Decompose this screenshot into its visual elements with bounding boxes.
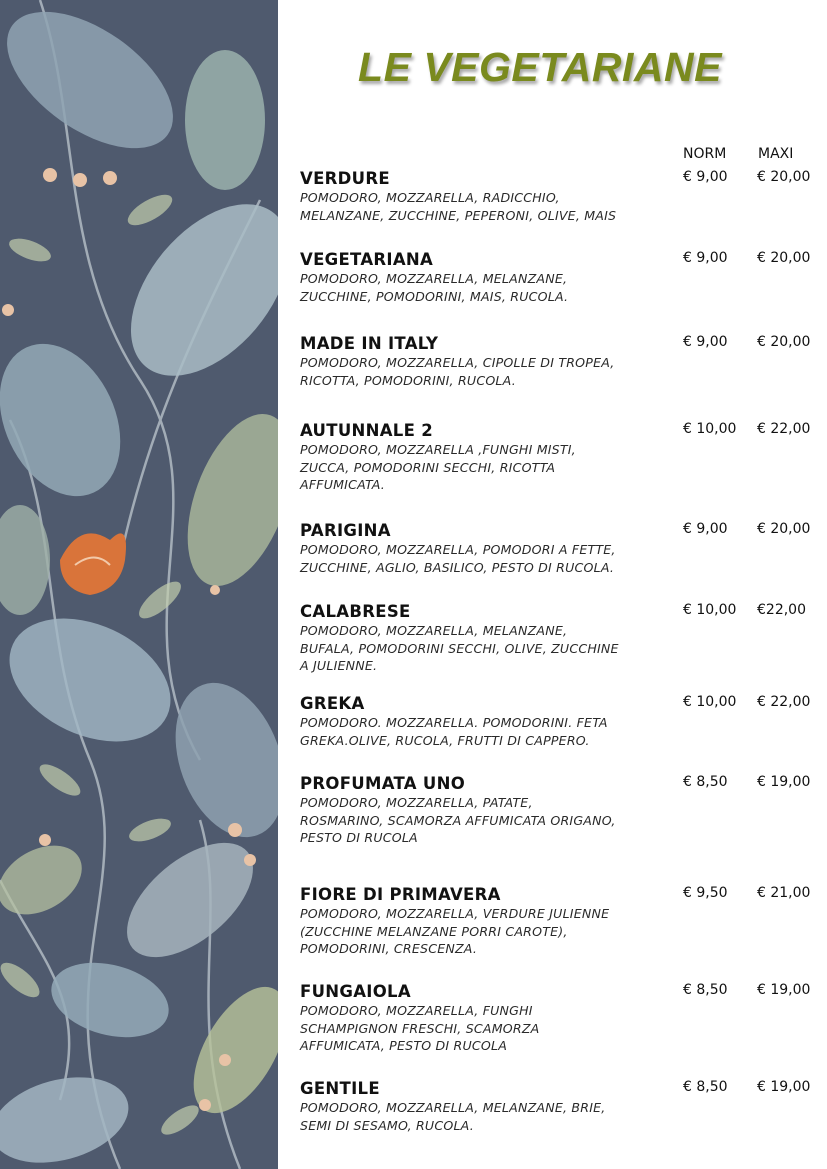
menu-item-name: GREKA: [300, 694, 365, 713]
menu-item-ingredients-line: POMODORO, MOZZARELLA, PATATE,: [300, 795, 533, 810]
menu-item-name: MADE IN ITALY: [300, 334, 439, 353]
menu-item-name: VERDURE: [300, 169, 390, 188]
menu-item: [300, 1079, 685, 1134]
menu-item: [300, 602, 685, 675]
price-maxi: € 22,00: [757, 694, 811, 710]
menu-item-ingredients-line: POMODORO, MOZZARELLA ,FUNGHI MISTI,: [300, 442, 576, 457]
menu-item-ingredients-line: POMODORO, MOZZARELLA, MELANZANE,: [300, 623, 568, 638]
menu-item-ingredients-line: POMODORO, MOZZARELLA, POMODORI A FETTE,: [300, 542, 616, 557]
price-maxi: € 19,00: [757, 1079, 811, 1095]
menu-item-ingredients-line: A JULIENNE.: [300, 658, 378, 673]
price-norm: € 8,50: [683, 774, 728, 790]
menu-item-ingredients-line: POMODORO. MOZZARELLA. POMODORINI. FETA: [300, 715, 608, 730]
menu-item: [300, 885, 685, 958]
menu-item-ingredients-line: SCHAMPIGNON FRESCHI, SCAMORZA: [300, 1020, 540, 1036]
price-norm: € 8,50: [683, 982, 728, 998]
price-maxi: € 20,00: [757, 169, 811, 185]
menu-item-ingredients-line: ROSMARINO, SCAMORZA AFFUMICATA ORIGANO,: [300, 812, 616, 828]
menu-item-name: GENTILE: [300, 1079, 380, 1098]
menu-item-ingredients-line: (ZUCCHINE MELANZANE PORRI CAROTE),: [300, 923, 568, 939]
menu-item-ingredients-line: ZUCCHINE, AGLIO, BASILICO, PESTO DI RUCOLA.: [300, 559, 615, 575]
menu-title: LE VEGETARIANE: [358, 44, 722, 90]
menu-item-name: CALABRESE: [300, 602, 411, 621]
menu-item-ingredients-line: MELANZANE, ZUCCHINE, PEPERONI, OLIVE, MAIS: [300, 207, 617, 223]
menu-item-name: AUTUNNALE 2: [300, 421, 434, 440]
menu-item-ingredients-line: POMODORO, MOZZARELLA, CIPOLLE DI TROPEA,: [300, 355, 615, 370]
menu-item-ingredients-line: AFFUMICATA.: [300, 477, 385, 492]
menu-item-ingredients-line: POMODORO, MOZZARELLA, FUNGHI: [300, 1003, 533, 1018]
menu-item-name: PARIGINA: [300, 521, 391, 540]
menu-item: [300, 521, 685, 576]
menu-item-name: VEGETARIANA: [300, 250, 434, 269]
price-norm: € 9,50: [683, 885, 728, 901]
menu-item-ingredients-line: PESTO DI RUCOLA: [300, 830, 418, 845]
price-maxi: € 20,00: [757, 334, 811, 350]
menu-item-ingredients-line: POMODORO, MOZZARELLA, MELANZANE, BRIE,: [300, 1100, 606, 1115]
menu-item: [300, 169, 685, 224]
price-norm: € 10,00: [683, 421, 737, 437]
price-norm: € 10,00: [683, 602, 737, 618]
price-norm: € 9,00: [683, 521, 728, 537]
menu-item: [300, 982, 685, 1055]
menu-item: [300, 334, 685, 389]
menu-item-ingredients-line: GREKA.OLIVE, RUCOLA, FRUTTI DI CAPPERO.: [300, 732, 590, 748]
menu-item: [300, 250, 685, 305]
price-norm: € 9,00: [683, 250, 728, 266]
price-maxi: € 22,00: [757, 421, 811, 437]
menu-item-ingredients-line: ZUCCA, POMODORINI SECCHI, RICOTTA: [300, 459, 556, 475]
menu-item-ingredients-line: AFFUMICATA, PESTO DI RUCOLA: [300, 1038, 508, 1053]
menu-item-ingredients-line: BUFALA, POMODORINI SECCHI, OLIVE, ZUCCHINE: [300, 640, 619, 656]
menu-item: [300, 774, 685, 847]
menu-item: [300, 421, 685, 494]
price-maxi: € 19,00: [757, 982, 811, 998]
column-header-norm: NORM: [683, 146, 727, 162]
menu-item-ingredients-line: POMODORO, MOZZARELLA, VERDURE JULIENNE: [300, 906, 610, 921]
price-maxi: € 19,00: [757, 774, 811, 790]
column-header-maxi: MAXI: [758, 146, 794, 162]
botanical-illustration: [0, 0, 278, 1169]
price-norm: € 9,00: [683, 169, 728, 185]
price-norm: € 8,50: [683, 1079, 728, 1095]
price-maxi: € 21,00: [757, 885, 811, 901]
menu-item-ingredients-line: POMODORO, MOZZARELLA, RADICCHIO,: [300, 190, 560, 205]
menu-item-name: FIORE DI PRIMAVERA: [300, 885, 501, 904]
price-maxi: € 20,00: [757, 521, 811, 537]
price-norm: € 9,00: [683, 334, 728, 350]
price-norm: € 10,00: [683, 694, 737, 710]
menu-item-ingredients-line: POMODORO, MOZZARELLA, MELANZANE,: [300, 271, 568, 286]
price-maxi: €22,00: [757, 602, 806, 618]
menu-item-name: PROFUMATA UNO: [300, 774, 466, 793]
botanical-wallpaper-panel: [0, 0, 278, 1169]
menu-item-ingredients-line: ZUCCHINE, POMODORINI, MAIS, RUCOLA.: [300, 288, 569, 304]
menu-item: [300, 694, 685, 749]
menu-item-ingredients-line: SEMI DI SESAMO, RUCOLA.: [300, 1117, 474, 1133]
menu-item-ingredients-line: POMODORINI, CRESCENZA.: [300, 941, 478, 956]
menu-item-name: FUNGAIOLA: [300, 982, 411, 1001]
price-maxi: € 20,00: [757, 250, 811, 266]
menu-item-ingredients-line: RICOTTA, POMODORINI, RUCOLA.: [300, 372, 516, 388]
